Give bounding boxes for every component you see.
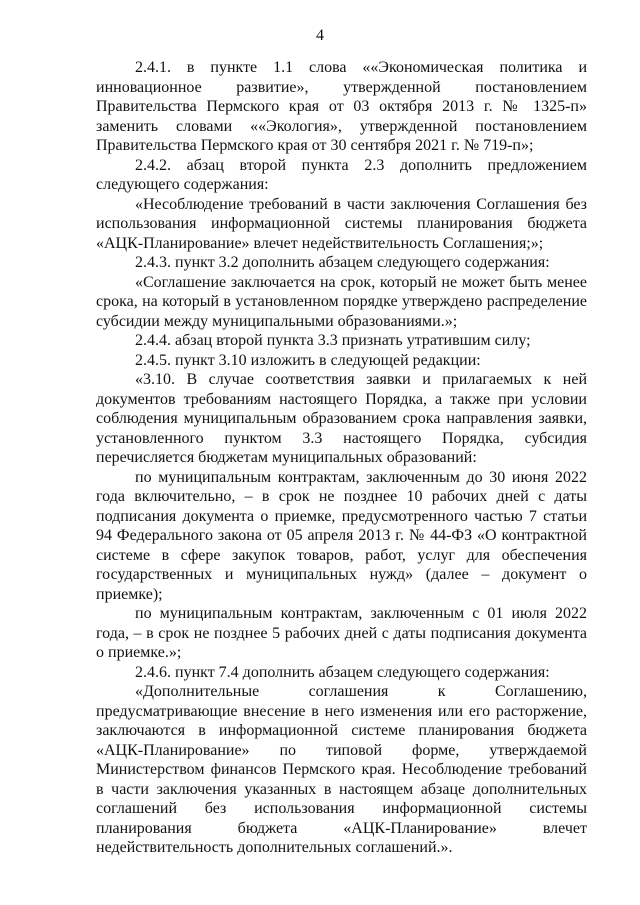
paragraph-2-4-4: 2.4.4. абзац второй пункта 3.3 признать утратившим силу; (135, 332, 531, 349)
paragraph-2-4-2: 2.4.2. абзац второй пункта 2.3 дополнить предложением следующего содержания: (96, 156, 587, 193)
page-number: 4 (316, 27, 324, 44)
paragraph-2-4-1: 2.4.1. в пункте 1.1 слова ««Экономическая политика и инновационное развитие», утвержденной постановлением Правительства Пермского края от 03 октября 2013 г. № 1325-п» заменить словами ««Экология», утвержденной постановлением Правительства Пермского края от 30 сентября 2021 г. № 719-п»; (96, 59, 587, 154)
paragraph-contracts-after-july: по муниципальным контрактам, заключенным с 01 июля 2022 года, – в срок не позднее 5 рабочих дней с даты подписания документа о приемке.»; (96, 605, 587, 661)
paragraph-contracts-before-june: по муниципальным контрактам, заключенным до 30 июня 2022 года включительно, – в срок не позднее 10 рабочих дней с даты подписания документа о приемке, предусмотренного частью 7 статьи 94 Федерального закона от 05 апреля 2013 г. № 44-ФЗ «О контрактной системе в сфере закупок товаров, работ, услуг для обеспечения государственных и муниципальных нужд» (далее – документ о приемке); (96, 468, 587, 603)
paragraph-quote-soglashenie-nesoblyudenie: «Несоблюдение требований в части заключения Соглашения без использования информационной системы планирования бюджета «АЦК-Планирование» влечет недействительность Соглашения;»; (96, 195, 587, 252)
paragraph-quote-srok-soglasheniya: «Соглашение заключается на срок, который не может быть менее срока, на который в установленном порядке утверждено распределение субсидии между муниципальными образованиями.»; (96, 273, 587, 330)
paragraph-quote-3-10: «3.10. В случае соответствия заявки и прилагаемых к ней документов требованиям настоящего Порядка, а также при условии соблюдения муниципальным образованием срока направления заявки, установленного пунктом 3.3 настоящего Порядка, субсидия перечисляется бюджетам муниципальных образований: (96, 371, 587, 466)
document-body (96, 58, 587, 858)
paragraph-2-4-6: 2.4.6. пункт 7.4 дополнить абзацем следующего содержания: (135, 663, 550, 681)
paragraph-2-4-5: 2.4.5. пункт 3.10 изложить в следующей редакции: (135, 351, 481, 369)
paragraph-2-4-3: 2.4.3. пункт 3.2 дополнить абзацем следующего содержания: (135, 254, 550, 271)
paragraph-quote-dopolnitelnye-soglasheniya: «Дополнительные соглашения к Соглашению, предусматривающие внесение в него изменения или его расторжение, заключаются в информационной системе планирования бюджета «АЦК-Планирование» по типовой форме, утверждаемой Министерством финансов Пермского края. Несоблюдение требований в части заключения указанных в настоящем абзаце дополнительных соглашений без использования информационной системы планирования бюджета «АЦК-Планирование» влечет недействительность дополнительных соглашений.». (96, 683, 587, 856)
